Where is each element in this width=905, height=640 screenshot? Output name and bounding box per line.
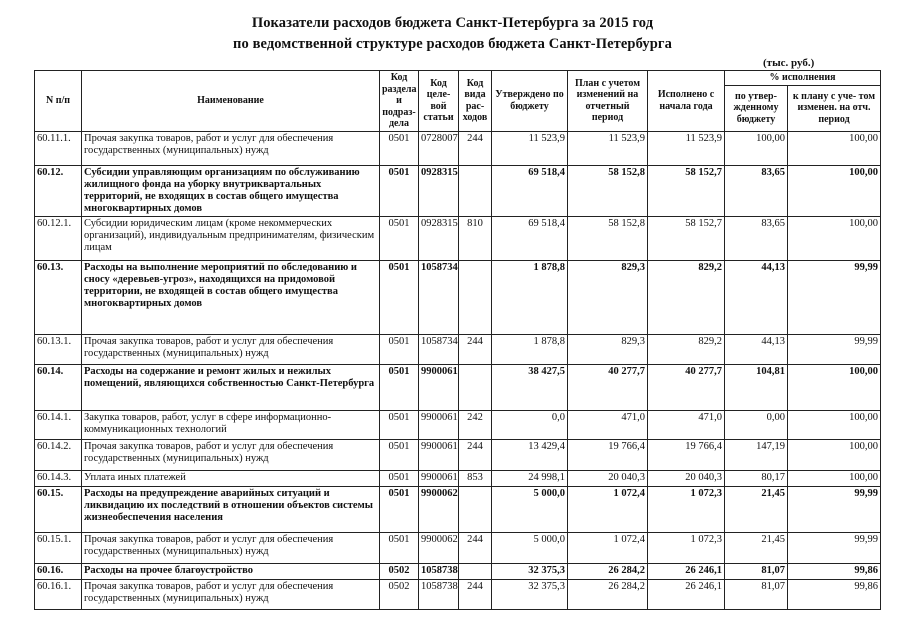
row-plan: 58 152,8 [568, 165, 648, 216]
row-pct-plan: 99,99 [788, 532, 881, 563]
row-type-code [459, 486, 492, 532]
row-target-code: 1058738 [419, 579, 459, 609]
row-pct-approved: 21,45 [725, 532, 788, 563]
row-type-code: 244 [459, 579, 492, 609]
row-num: 60.11.1. [35, 131, 82, 165]
row-type-code: 810 [459, 216, 492, 260]
row-name: Прочая закупка товаров, работ и услуг для обеспечения государственных (муниципальных) нужд [82, 532, 380, 563]
row-section-code: 0501 [380, 364, 419, 410]
document-subtitle: по ведомственной структуре расходов бюджета Санкт-Петербурга [233, 36, 672, 52]
table-row [35, 131, 881, 165]
row-num: 60.16.1. [35, 579, 82, 609]
row-approved: 69 518,4 [492, 165, 568, 216]
row-section-code: 0501 [380, 439, 419, 470]
row-name: Прочая закупка товаров, работ и услуг для обеспечения государственных (муниципальных) нужд [82, 579, 380, 609]
row-section-code: 0501 [380, 486, 419, 532]
table-row [35, 334, 881, 364]
row-name: Расходы на выполнение мероприятий по обследованию и сносу «деревьев-угроз», находящихся на придомовой территории, не входящей в состав общего имущества многоквартирных домов [82, 260, 380, 334]
row-num: 60.16. [35, 563, 82, 579]
row-plan: 20 040,3 [568, 470, 648, 486]
row-name: Расходы на предупреждение аварийных ситуаций и ликвидацию их последствий в отношении объектов системы жизнеобеспечения населения [82, 486, 380, 532]
row-plan: 471,0 [568, 410, 648, 439]
row-num: 60.12. [35, 165, 82, 216]
row-type-code [459, 260, 492, 334]
row-num: 60.13.1. [35, 334, 82, 364]
row-executed: 471,0 [648, 410, 725, 439]
row-pct-plan: 100,00 [788, 216, 881, 260]
row-section-code: 0501 [380, 470, 419, 486]
row-executed: 11 523,9 [648, 131, 725, 165]
row-approved: 0,0 [492, 410, 568, 439]
table-row [35, 216, 881, 260]
row-executed: 26 246,1 [648, 579, 725, 609]
row-target-code: 0928315 [419, 216, 459, 260]
row-pct-approved: 44,13 [725, 260, 788, 334]
row-plan: 829,3 [568, 260, 648, 334]
header-type-code: Код вида рас- ходов [459, 71, 492, 132]
row-plan: 19 766,4 [568, 439, 648, 470]
row-approved: 11 523,9 [492, 131, 568, 165]
row-approved: 1 878,8 [492, 334, 568, 364]
row-type-code: 242 [459, 410, 492, 439]
row-num: 60.14.2. [35, 439, 82, 470]
header-name: Наименование [82, 71, 380, 132]
table-row [35, 470, 881, 486]
row-executed: 20 040,3 [648, 470, 725, 486]
row-target-code: 9900061 [419, 470, 459, 486]
row-pct-plan: 100,00 [788, 165, 881, 216]
row-pct-approved: 100,00 [725, 131, 788, 165]
header-section-code: Код раздела и подраз- дела [380, 71, 419, 132]
row-num: 60.15.1. [35, 532, 82, 563]
row-type-code [459, 364, 492, 410]
table-row [35, 260, 881, 334]
row-num: 60.14. [35, 364, 82, 410]
table-row [35, 410, 881, 439]
row-pct-plan: 100,00 [788, 131, 881, 165]
row-name: Закупка товаров, работ, услуг в сфере информационно-коммуникационных технологий [82, 410, 380, 439]
header-plan: План с учетом изменений на отчетный период [568, 71, 648, 132]
table-row [35, 165, 881, 216]
row-pct-approved: 81,07 [725, 563, 788, 579]
row-pct-plan: 100,00 [788, 470, 881, 486]
row-pct-plan: 99,86 [788, 579, 881, 609]
row-executed: 1 072,3 [648, 532, 725, 563]
row-section-code: 0501 [380, 216, 419, 260]
row-section-code: 0501 [380, 131, 419, 165]
row-plan: 1 072,4 [568, 486, 648, 532]
row-approved: 32 375,3 [492, 563, 568, 579]
row-pct-approved: 104,81 [725, 364, 788, 410]
row-executed: 26 246,1 [648, 563, 725, 579]
row-target-code: 1058734 [419, 260, 459, 334]
row-approved: 24 998,1 [492, 470, 568, 486]
row-target-code: 1058738 [419, 563, 459, 579]
row-plan: 26 284,2 [568, 563, 648, 579]
row-type-code [459, 563, 492, 579]
row-executed: 58 152,7 [648, 165, 725, 216]
row-num: 60.14.3. [35, 470, 82, 486]
row-target-code: 9900061 [419, 410, 459, 439]
row-section-code: 0501 [380, 532, 419, 563]
row-type-code: 244 [459, 439, 492, 470]
row-executed: 40 277,7 [648, 364, 725, 410]
row-pct-approved: 21,45 [725, 486, 788, 532]
row-plan: 1 072,4 [568, 532, 648, 563]
row-pct-approved: 83,65 [725, 165, 788, 216]
row-approved: 1 878,8 [492, 260, 568, 334]
row-name: Уплата иных платежей [82, 470, 380, 486]
row-approved: 13 429,4 [492, 439, 568, 470]
row-section-code: 0501 [380, 334, 419, 364]
row-name: Расходы на содержание и ремонт жилых и нежилых помещений, являющихся собственностью Санкт-Петербурга [82, 364, 380, 410]
row-target-code: 9900062 [419, 532, 459, 563]
header-target-code: Код целе- вой статьи [419, 71, 459, 132]
row-pct-plan: 99,99 [788, 486, 881, 532]
row-pct-plan: 99,99 [788, 260, 881, 334]
row-num: 60.14.1. [35, 410, 82, 439]
row-section-code: 0501 [380, 260, 419, 334]
row-executed: 1 072,3 [648, 486, 725, 532]
row-num: 60.15. [35, 486, 82, 532]
table-row [35, 532, 881, 563]
row-executed: 19 766,4 [648, 439, 725, 470]
row-name: Прочая закупка товаров, работ и услуг для обеспечения государственных (муниципальных) нужд [82, 439, 380, 470]
table-row [35, 563, 881, 579]
row-section-code: 0502 [380, 579, 419, 609]
row-pct-plan: 100,00 [788, 439, 881, 470]
row-pct-approved: 0,00 [725, 410, 788, 439]
header-executed: Исполнено с начала года [648, 71, 725, 132]
row-name: Расходы на прочее благоустройство [82, 563, 380, 579]
row-target-code: 9900061 [419, 364, 459, 410]
row-plan: 40 277,7 [568, 364, 648, 410]
row-num: 60.12.1. [35, 216, 82, 260]
row-approved: 5 000,0 [492, 532, 568, 563]
document-title: Показатели расходов бюджета Санкт-Петербурга за 2015 год [251, 15, 654, 31]
row-pct-plan: 99,99 [788, 334, 881, 364]
row-approved: 38 427,5 [492, 364, 568, 410]
row-pct-plan: 100,00 [788, 410, 881, 439]
row-section-code: 0502 [380, 563, 419, 579]
row-name: Прочая закупка товаров, работ и услуг для обеспечения государственных (муниципальных) нужд [82, 334, 380, 364]
row-pct-plan: 100,00 [788, 364, 881, 410]
row-num: 60.13. [35, 260, 82, 334]
row-target-code: 9900062 [419, 486, 459, 532]
row-type-code: 244 [459, 334, 492, 364]
table-row [35, 486, 881, 532]
table-row [35, 579, 881, 609]
row-pct-approved: 83,65 [725, 216, 788, 260]
header-pct-plan: к плану с уче- том изменен. на отч. период [788, 85, 881, 131]
row-pct-plan: 99,86 [788, 563, 881, 579]
row-approved: 32 375,3 [492, 579, 568, 609]
row-section-code: 0501 [380, 410, 419, 439]
row-executed: 58 152,7 [648, 216, 725, 260]
row-name: Субсидии юридическим лицам (кроме некоммерческих организаций), индивидуальным предпринимателям, физическим лицам [82, 216, 380, 260]
row-target-code: 1058734 [419, 334, 459, 364]
row-target-code: 9900061 [419, 439, 459, 470]
header-num: N п/п [35, 71, 82, 132]
row-type-code [459, 165, 492, 216]
header-approved: Утверждено по бюджету [492, 71, 568, 132]
row-type-code: 853 [459, 470, 492, 486]
row-type-code: 244 [459, 131, 492, 165]
row-pct-approved: 44,13 [725, 334, 788, 364]
row-type-code: 244 [459, 532, 492, 563]
table-body [35, 131, 881, 609]
row-approved: 69 518,4 [492, 216, 568, 260]
row-section-code: 0501 [380, 165, 419, 216]
header-percent-group: % исполнения [725, 71, 881, 86]
row-name: Субсидии управляющим организациям по обслуживанию жилищного фонда на уборку внутриквартальных территорий, не входящих в состав общего имущества многоквартирных домов [82, 165, 380, 216]
row-approved: 5 000,0 [492, 486, 568, 532]
row-pct-approved: 80,17 [725, 470, 788, 486]
row-target-code: 0728007 [419, 131, 459, 165]
row-plan: 26 284,2 [568, 579, 648, 609]
budget-table [34, 70, 881, 610]
table-row [35, 364, 881, 410]
table-row [35, 439, 881, 470]
header-pct-approved: по утвер- жденному бюджету [725, 85, 788, 131]
row-target-code: 0928315 [419, 165, 459, 216]
row-pct-approved: 81,07 [725, 579, 788, 609]
row-plan: 829,3 [568, 334, 648, 364]
row-executed: 829,2 [648, 334, 725, 364]
row-plan: 58 152,8 [568, 216, 648, 260]
row-executed: 829,2 [648, 260, 725, 334]
units-label: (тыс. руб.) [763, 57, 815, 69]
row-plan: 11 523,9 [568, 131, 648, 165]
row-name: Прочая закупка товаров, работ и услуг для обеспечения государственных (муниципальных) нужд [82, 131, 380, 165]
row-pct-approved: 147,19 [725, 439, 788, 470]
